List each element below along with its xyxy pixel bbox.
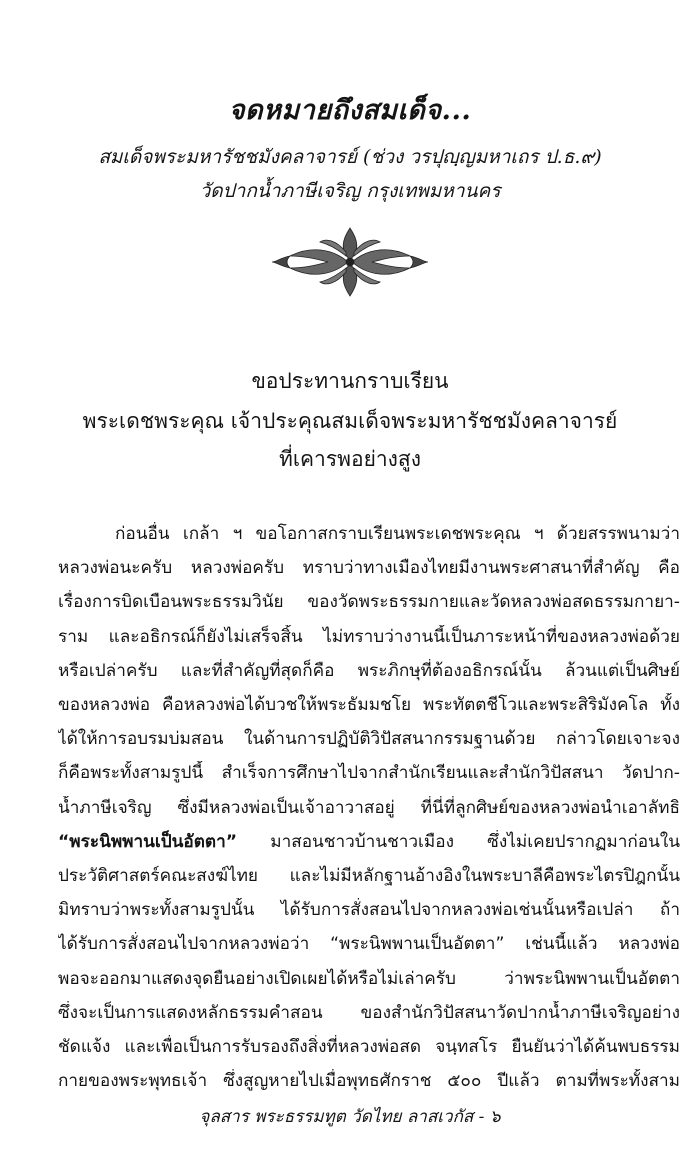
page-title: จดหมายถึงสมเด็จ...	[228, 95, 472, 126]
body-line: กายของพระพุทธเจ้า ซึ่งสูญหายไปเมื่อพุทธศักราช ๕๐๐ ปีแล้ว ตามที่พระทั้งสาม	[58, 1071, 680, 1092]
body-line: หลวงพ่อนะครับ หลวงพ่อครับ ทราบว่าทางเมืองไทยมีงานพระศาสนาที่สำคัญ คือ	[58, 558, 680, 579]
body-line: ก่อนอื่น เกล้า ฯ ขอโอกาสกราบเรียนพระเดชพระคุณ ฯ ด้วยสรรพนามว่า	[115, 524, 680, 544]
body-line: ได้ให้การอบรมบ่มสอน ในด้านการปฏิบัติวิปัสสนากรรมฐานด้วย กล่าวโดยเจาะจง	[58, 729, 680, 750]
body-line: พอจะออกมาแสดงจุดยืนอย่างเปิดเผยได้หรือไม่เล่าครับ ว่าพระนิพพานเป็นอัตตา	[58, 968, 680, 989]
body-line: ราม และอธิกรณ์ก็ยังไม่เสร็จสิ้น ไม่ทราบว่างานนี้เป็นภาระหน้าที่ของหลวงพ่อด้วย	[58, 626, 680, 647]
body-line: ชัดแจ้ง และเพื่อเป็นการรับรองถึงสิ่งที่หลวงพ่อสด จนฺทสโร ยืนยันว่าได้ค้นพบธรรม	[58, 1037, 680, 1057]
body-line: ก็คือพระทั้งสามรูปนี้ สำเร็จการศึกษาไปจากสำนักเรียนและสำนักวิปัสสนา วัดปาก-	[58, 763, 680, 784]
body-line-rest: มาสอนชาวบ้านชาวเมือง ซึ่งไม่เคยปรากฏมาก่อนใน	[237, 831, 680, 852]
emphasized-doctrine: “พระนิพพานเป็นอัตตา”	[58, 831, 238, 852]
body-line: ประวัติศาสตร์คณะสงฆ์ไทย และไม่มีหลักฐานอ้างอิงในพระบาลีคือพระไตรปิฎกนั้น	[58, 866, 680, 886]
body-line: ซึ่งจะเป็นการแสดงหลักธรรมคำสอน ของสำนักวิปัสสนาวัดปากน้ำภาษีเจริญอย่าง	[58, 1002, 680, 1023]
body-line-with-emphasis	[58, 830, 680, 854]
body-line: ของหลวงพ่อ คือหลวงพ่อได้บวชให้พระธัมมชโย พระทัตตชีโวและพระสิริมังคโล ทั้ง	[58, 695, 680, 715]
floral-ornament-icon	[270, 222, 430, 302]
body-line: มิทราบว่าพระทั้งสามรูปนั้น ได้รับการสั่งสอนไปจากหลวงพ่อเช่นนั้นหรือเปล่า ถ้า	[58, 900, 680, 921]
recipient-temple: วัดปากน้ำภาษีเจริญ กรุงเทพมหานคร	[199, 180, 501, 202]
body-line: น้ำภาษีเจริญ ซึ่งมีหลวงพ่อเป็นเจ้าอาวาสอยู่ ที่นี่ที่ลูกศิษย์ของหลวงพ่อนำเอาลัทธิ	[58, 797, 680, 818]
salutation-greeting: ขอประทานกราบเรียน	[251, 369, 449, 393]
body-line: ได้รับการสั่งสอนไปจากหลวงพ่อว่า “พระนิพพานเป็นอัตตา” เช่นนี้แล้ว หลวงพ่อ	[58, 934, 680, 955]
body-line: หรือเปล่าครับ และที่สำคัญที่สุดก็คือ พระภิกษุที่ต้องอธิกรณ์นั้น ล้วนแต่เป็นศิษย์	[58, 660, 680, 681]
body-line: เรื่องการบิดเบือนพระธรรมวินัย ของวัดพระธรรมกายและวัดหลวงพ่อสดธรรมกายา-	[58, 592, 680, 613]
salutation-recipient: พระเดชพระคุณ เจ้าประคุณสมเด็จพระมหารัชชมังคลาจารย์	[82, 409, 618, 433]
page-footer: จุลสาร พระธรรมทูต วัดไทย ลาสเวกัส - ๖	[199, 1107, 501, 1127]
recipient-name: สมเด็จพระมหารัชชมังคลาจารย์ (ช่วง วรปุญฺญมหาเถร ป.ธ.๙)	[98, 146, 602, 168]
salutation-respect: ที่เคารพอย่างสูง	[278, 447, 422, 471]
